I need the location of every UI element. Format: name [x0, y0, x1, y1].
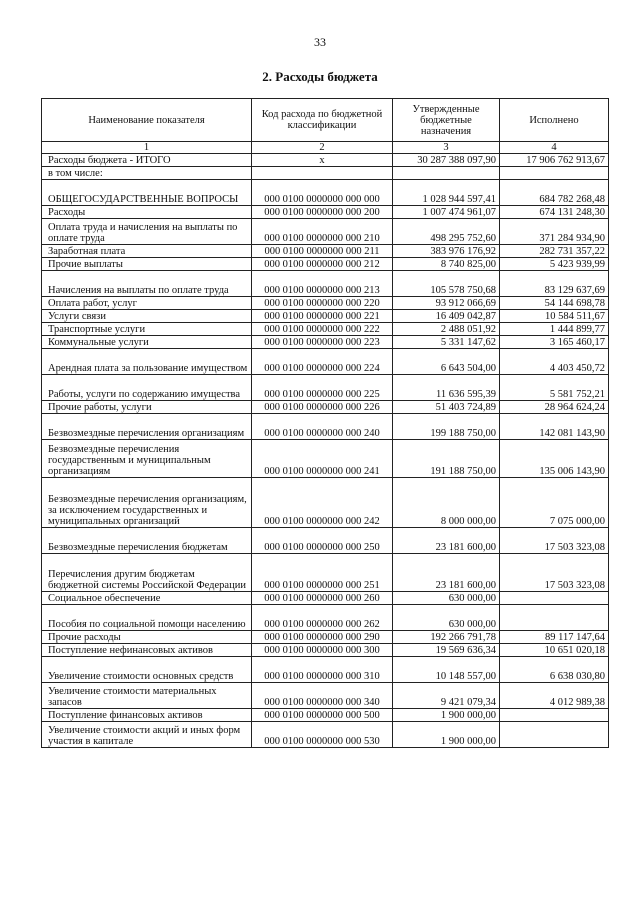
table-row — [42, 554, 609, 592]
row-approved: 192 266 791,78 — [393, 631, 500, 644]
row-name: Увеличение стоимости акций и иных форм участия в капитале — [42, 722, 252, 748]
table-row — [42, 297, 609, 310]
row-approved: 1 007 474 961,07 — [393, 206, 500, 219]
table-row — [42, 709, 609, 722]
row-approved: 19 569 636,34 — [393, 644, 500, 657]
row-name: Оплата труда и начисления на выплаты по оплате труда — [42, 219, 252, 245]
row-executed: 28 964 624,24 — [500, 401, 609, 414]
row-code — [252, 167, 393, 180]
table-row — [42, 657, 609, 683]
row-executed: 83 129 637,69 — [500, 271, 609, 297]
row-code: 000 0100 0000000 000 340 — [252, 683, 393, 709]
row-name: Расходы бюджета - ИТОГО — [42, 154, 252, 167]
row-executed: 6 638 030,80 — [500, 657, 609, 683]
row-name: в том числе: — [42, 167, 252, 180]
row-name: ОБЩЕГОСУДАРСТВЕННЫЕ ВОПРОСЫ — [42, 180, 252, 206]
row-executed: 17 503 323,08 — [500, 528, 609, 554]
row-executed: 5 423 939,99 — [500, 258, 609, 271]
table-row — [42, 605, 609, 631]
row-approved: 630 000,00 — [393, 605, 500, 631]
table-row — [42, 401, 609, 414]
row-approved: 8 740 825,00 — [393, 258, 500, 271]
table-row — [42, 414, 609, 440]
row-code: 000 0100 0000000 000 211 — [252, 245, 393, 258]
table-row — [42, 722, 609, 748]
row-name: Безвозмездные перечисления государственным и муниципальным организациям — [42, 440, 252, 478]
row-executed — [500, 605, 609, 631]
row-executed — [500, 592, 609, 605]
row-code: 000 0100 0000000 000 223 — [252, 336, 393, 349]
table-row — [42, 206, 609, 219]
row-approved: 191 188 750,00 — [393, 440, 500, 478]
row-name: Прочие расходы — [42, 631, 252, 644]
row-name: Заработная плата — [42, 245, 252, 258]
table-row — [42, 528, 609, 554]
row-name: Безвозмездные перечисления бюджетам — [42, 528, 252, 554]
row-code: 000 0100 0000000 000 200 — [252, 206, 393, 219]
table-row — [42, 631, 609, 644]
row-code: 000 0100 0000000 000 500 — [252, 709, 393, 722]
row-code: 000 0100 0000000 000 310 — [252, 657, 393, 683]
header-expense-code: Код расхода по бюджетной классификации — [252, 99, 393, 142]
header-executed: Исполнено — [500, 99, 609, 142]
row-code: 000 0100 0000000 000 290 — [252, 631, 393, 644]
column-number: 3 — [393, 142, 500, 154]
table-row — [42, 271, 609, 297]
row-executed: 17 503 323,08 — [500, 554, 609, 592]
column-number-row — [42, 142, 609, 154]
header-approved: Утвержденные бюджетные назначения — [393, 99, 500, 142]
row-name: Безвозмездные перечисления организациям, за исключением государственных и муниципальных организаций — [42, 478, 252, 528]
row-executed: 10 584 511,67 — [500, 310, 609, 323]
row-executed: 3 165 460,17 — [500, 336, 609, 349]
row-name: Прочие работы, услуги — [42, 401, 252, 414]
row-approved: 1 028 944 597,41 — [393, 180, 500, 206]
row-executed: 89 117 147,64 — [500, 631, 609, 644]
row-code: 000 0100 0000000 000 260 — [252, 592, 393, 605]
row-name: Безвозмездные перечисления организациям — [42, 414, 252, 440]
table-row — [42, 336, 609, 349]
row-code: 000 0100 0000000 000 240 — [252, 414, 393, 440]
row-name: Увеличение стоимости материальных запасов — [42, 683, 252, 709]
table-row — [42, 245, 609, 258]
row-approved: 1 900 000,00 — [393, 709, 500, 722]
row-executed: 371 284 934,90 — [500, 219, 609, 245]
column-number: 4 — [500, 142, 609, 154]
row-code: х — [252, 154, 393, 167]
row-code: 000 0100 0000000 000 251 — [252, 554, 393, 592]
header-row — [42, 99, 609, 142]
row-approved: 5 331 147,62 — [393, 336, 500, 349]
row-code: 000 0100 0000000 000 530 — [252, 722, 393, 748]
row-name: Начисления на выплаты по оплате труда — [42, 271, 252, 297]
row-code: 000 0100 0000000 000 226 — [252, 401, 393, 414]
row-approved — [393, 167, 500, 180]
table-row — [42, 258, 609, 271]
row-code: 000 0100 0000000 000 213 — [252, 271, 393, 297]
row-code: 000 0100 0000000 000 250 — [252, 528, 393, 554]
row-name: Перечисления другим бюджетам бюджетной системы Российской Федерации — [42, 554, 252, 592]
row-approved: 383 976 176,92 — [393, 245, 500, 258]
row-executed: 4 403 450,72 — [500, 349, 609, 375]
table-row — [42, 310, 609, 323]
section-title: 2. Расходы бюджета — [262, 69, 378, 84]
table-row — [42, 478, 609, 528]
row-approved: 51 403 724,89 — [393, 401, 500, 414]
row-executed — [500, 722, 609, 748]
row-approved: 30 287 388 097,90 — [393, 154, 500, 167]
row-name: Оплата работ, услуг — [42, 297, 252, 310]
row-executed — [500, 709, 609, 722]
row-code: 000 0100 0000000 000 300 — [252, 644, 393, 657]
row-executed: 142 081 143,90 — [500, 414, 609, 440]
row-approved: 2 488 051,92 — [393, 323, 500, 336]
row-executed — [500, 167, 609, 180]
row-code: 000 0100 0000000 000 212 — [252, 258, 393, 271]
column-number: 1 — [42, 142, 252, 154]
row-code: 000 0100 0000000 000 210 — [252, 219, 393, 245]
row-name: Поступление финансовых активов — [42, 709, 252, 722]
row-approved: 11 636 595,39 — [393, 375, 500, 401]
table-row — [42, 167, 609, 180]
row-executed: 1 444 899,77 — [500, 323, 609, 336]
row-approved: 16 409 042,87 — [393, 310, 500, 323]
row-code: 000 0100 0000000 000 262 — [252, 605, 393, 631]
row-executed: 5 581 752,21 — [500, 375, 609, 401]
row-name: Поступление нефинансовых активов — [42, 644, 252, 657]
row-approved: 23 181 600,00 — [393, 554, 500, 592]
table-row — [42, 219, 609, 245]
row-code: 000 0100 0000000 000 224 — [252, 349, 393, 375]
row-executed: 674 131 248,30 — [500, 206, 609, 219]
row-approved: 23 181 600,00 — [393, 528, 500, 554]
row-executed: 282 731 357,22 — [500, 245, 609, 258]
budget-expenses-table — [41, 98, 609, 748]
column-number: 2 — [252, 142, 393, 154]
table-row — [42, 440, 609, 478]
table-row — [42, 683, 609, 709]
table-row — [42, 592, 609, 605]
row-code: 000 0100 0000000 000 225 — [252, 375, 393, 401]
row-name: Расходы — [42, 206, 252, 219]
row-approved: 93 912 066,69 — [393, 297, 500, 310]
row-name: Работы, услуги по содержанию имущества — [42, 375, 252, 401]
row-name: Транспортные услуги — [42, 323, 252, 336]
table-row — [42, 154, 609, 167]
row-name: Социальное обеспечение — [42, 592, 252, 605]
table-row — [42, 375, 609, 401]
row-code: 000 0100 0000000 000 242 — [252, 478, 393, 528]
row-approved: 498 295 752,60 — [393, 219, 500, 245]
row-approved: 6 643 504,00 — [393, 349, 500, 375]
row-executed: 684 782 268,48 — [500, 180, 609, 206]
table-row — [42, 180, 609, 206]
table-row — [42, 644, 609, 657]
row-executed: 10 651 020,18 — [500, 644, 609, 657]
row-approved: 630 000,00 — [393, 592, 500, 605]
header-indicator-name: Наименование показателя — [42, 99, 252, 142]
row-executed: 54 144 698,78 — [500, 297, 609, 310]
row-name: Услуги связи — [42, 310, 252, 323]
table-row — [42, 323, 609, 336]
row-executed: 17 906 762 913,67 — [500, 154, 609, 167]
table-row — [42, 349, 609, 375]
row-approved: 10 148 557,00 — [393, 657, 500, 683]
row-name: Арендная плата за пользование имуществом — [42, 349, 252, 375]
row-name: Коммунальные услуги — [42, 336, 252, 349]
row-code: 000 0100 0000000 000 000 — [252, 180, 393, 206]
row-code: 000 0100 0000000 000 222 — [252, 323, 393, 336]
row-executed: 135 006 143,90 — [500, 440, 609, 478]
row-code: 000 0100 0000000 000 220 — [252, 297, 393, 310]
row-code: 000 0100 0000000 000 221 — [252, 310, 393, 323]
row-approved: 8 000 000,00 — [393, 478, 500, 528]
row-executed: 7 075 000,00 — [500, 478, 609, 528]
row-code: 000 0100 0000000 000 241 — [252, 440, 393, 478]
row-approved: 9 421 079,34 — [393, 683, 500, 709]
row-name: Прочие выплаты — [42, 258, 252, 271]
row-name: Пособия по социальной помощи населению — [42, 605, 252, 631]
row-executed: 4 012 989,38 — [500, 683, 609, 709]
row-approved: 1 900 000,00 — [393, 722, 500, 748]
page-number: 33 — [314, 35, 326, 49]
row-name: Увеличение стоимости основных средств — [42, 657, 252, 683]
row-approved: 199 188 750,00 — [393, 414, 500, 440]
row-approved: 105 578 750,68 — [393, 271, 500, 297]
